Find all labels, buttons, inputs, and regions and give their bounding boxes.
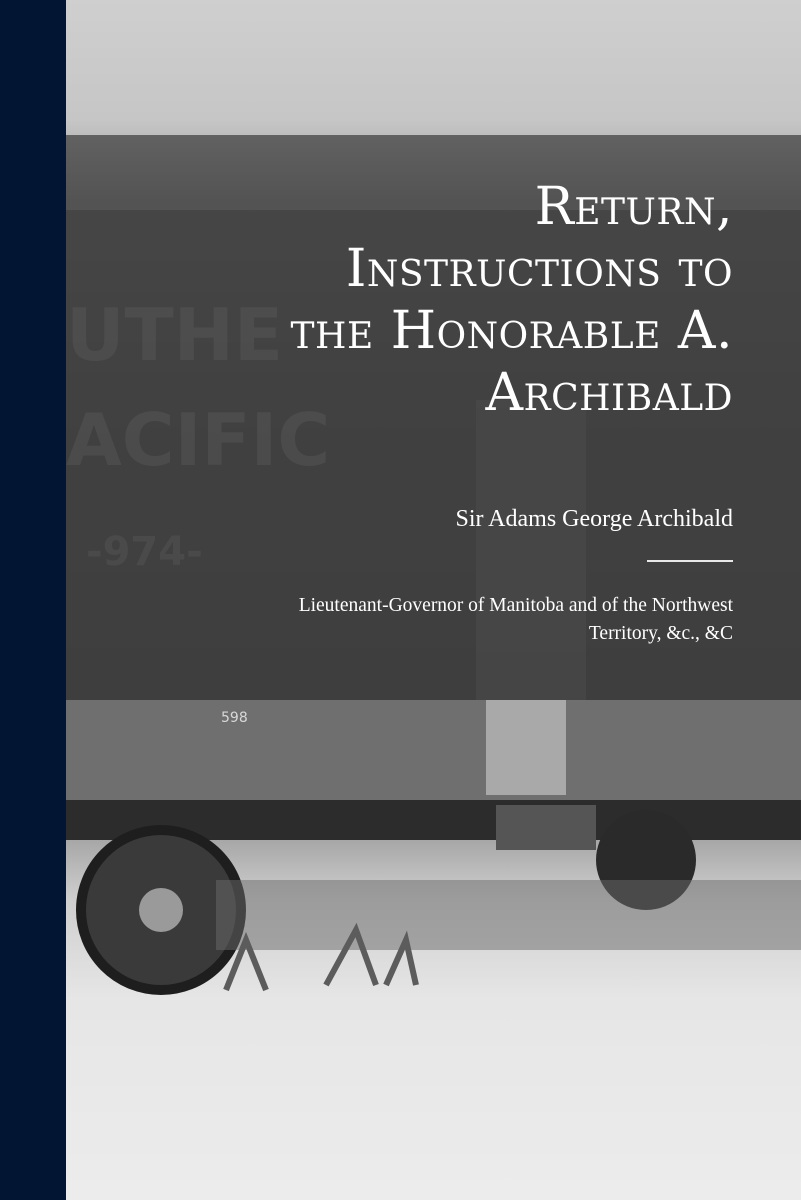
title-divider-rule bbox=[647, 560, 733, 562]
coupler-shape bbox=[496, 805, 596, 850]
book-subtitle: Lieutenant-Governor of Manitoba and of the Northwest Territory, &c., &C bbox=[298, 595, 733, 644]
car-door-lower bbox=[486, 700, 566, 795]
wheel-left-hub bbox=[139, 888, 183, 932]
book-author: Sir Adams George Archibald bbox=[455, 506, 733, 532]
cover-spine-band bbox=[0, 0, 66, 1200]
car-lower-panel bbox=[66, 700, 801, 810]
book-title: Return, Instructions to the Honorable A. Archibald bbox=[290, 177, 733, 423]
car-small-number: 598 bbox=[221, 710, 248, 726]
ground-shadow bbox=[216, 880, 801, 950]
